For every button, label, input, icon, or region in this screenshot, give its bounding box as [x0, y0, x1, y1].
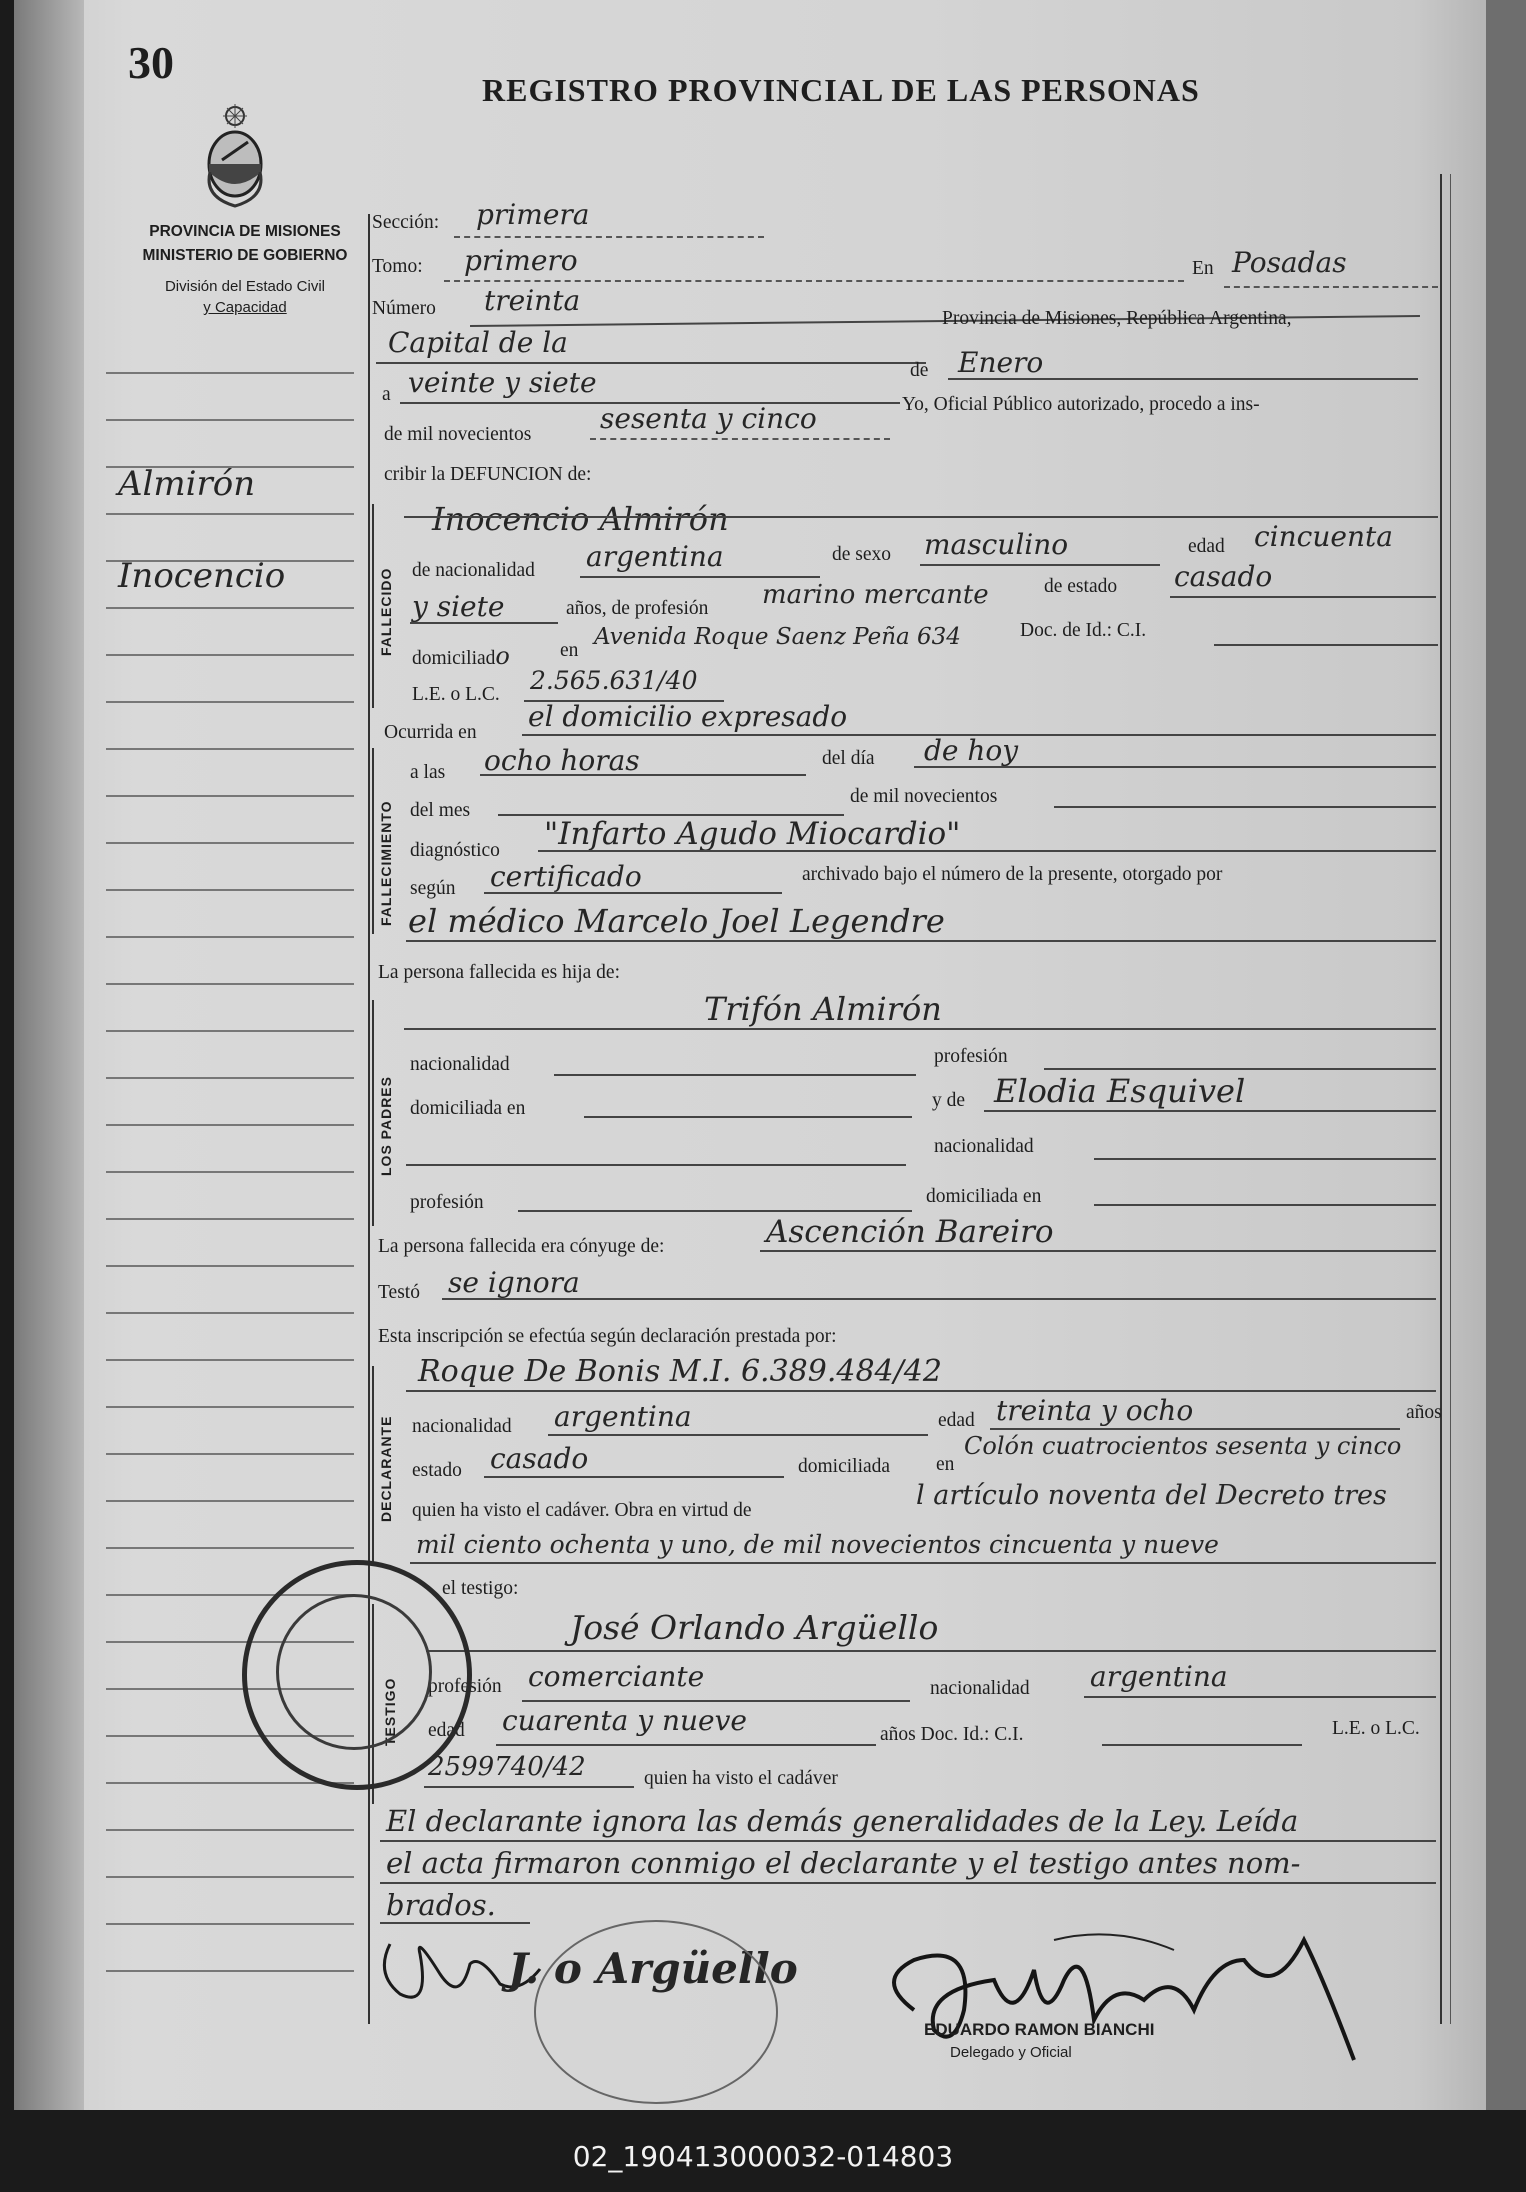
- margin-ruled-line: [106, 607, 354, 609]
- testigo-le-line: [424, 1786, 634, 1788]
- fallecido-doc-line: [1214, 644, 1438, 646]
- hora-line: [480, 774, 806, 776]
- segun-label: según: [410, 878, 456, 899]
- seccion-line: [454, 236, 764, 238]
- testigo-visto-text: quien ha visto el cadáver: [644, 1768, 838, 1789]
- fallecido-en-label: en: [560, 640, 579, 661]
- mes-value: Enero: [958, 346, 1044, 379]
- margin-ruled-line: [106, 372, 354, 374]
- declarante-nacionalidad: argentina: [554, 1400, 692, 1433]
- testigo-profesion: comerciante: [528, 1660, 705, 1693]
- provincia-text: Provincia de Misiones, República Argentina,: [942, 308, 1292, 329]
- fallecido-edad-label: edad: [1188, 536, 1225, 557]
- faint-round-stamp: [534, 1920, 778, 2104]
- dia-line: [914, 766, 1436, 768]
- testigo-name-line: [426, 1650, 1436, 1652]
- declarante-edad-line: [990, 1428, 1400, 1430]
- fallecido-name-line: [404, 516, 1438, 518]
- madre-nac-label: nacionalidad: [934, 1136, 1034, 1157]
- en-value: Posadas: [1232, 246, 1347, 279]
- testo-value: se ignora: [448, 1266, 580, 1299]
- madre-blank-line: [406, 1164, 906, 1166]
- declarante-en-label: en: [936, 1454, 955, 1475]
- padre-line: [404, 1028, 1436, 1030]
- margin-given-name: Inocencio: [118, 556, 286, 596]
- registry-seal-inner: [276, 1594, 432, 1750]
- testigo-prof-line: [522, 1700, 910, 1702]
- margin-ruled-line: [106, 1218, 354, 1220]
- margin-ruled-line: [106, 936, 354, 938]
- book-spine: [14, 0, 84, 2110]
- en-label: En: [1192, 258, 1214, 279]
- margin-ruled-line: [106, 748, 354, 750]
- ocurrida-value: el domicilio expresado: [528, 700, 848, 733]
- declarante-domicilio: Colón cuatrocientos sesenta y cinco: [964, 1432, 1402, 1460]
- yde-label: y de: [932, 1090, 966, 1111]
- margin-ruled-line: [106, 795, 354, 797]
- margin-ruled-line: [106, 1970, 354, 1972]
- fallecido-edad1: cincuenta: [1254, 520, 1393, 553]
- division-name: [114, 276, 376, 318]
- conyuge-value: Ascención Bareiro: [766, 1214, 1054, 1250]
- declarante-name-line: [406, 1390, 1436, 1392]
- fallecido-edad-line: [410, 622, 558, 624]
- archivado-text: archivado bajo el número de la presente, otorgado por: [802, 864, 1223, 885]
- seccion-label: Sección:: [372, 212, 440, 233]
- testigo-name: José Orlando Argüello: [570, 1608, 939, 1647]
- en-line: [1224, 286, 1438, 288]
- margin-ruled-line: [106, 1265, 354, 1267]
- margin-ruled-line: [106, 1359, 354, 1361]
- declarante-nac-label: nacionalidad: [412, 1416, 512, 1437]
- tomo-label: Tomo:: [372, 256, 423, 277]
- padre-domic-label: domiciliada en: [410, 1098, 526, 1119]
- segun-line: [484, 892, 782, 894]
- testo-line: [442, 1298, 1436, 1300]
- segun-value: certificado: [490, 860, 642, 893]
- fallecido-domic-text: domiciliad: [412, 648, 496, 669]
- capacity-line: y Capacidad: [203, 299, 287, 316]
- margin-ruled-line: [106, 889, 354, 891]
- madre-domic-line: [1094, 1204, 1436, 1206]
- anio-value: sesenta y cinco: [600, 402, 817, 435]
- mes-line: [948, 378, 1418, 380]
- page-number: 30: [128, 37, 174, 88]
- madre-prof-line: [518, 1210, 912, 1212]
- closing-line-1: El declarante ignora las demás generalidades de la Ley. Leída: [386, 1804, 1299, 1838]
- testigo-nacionalidad: argentina: [1090, 1660, 1228, 1693]
- fallecido-domic-suffix: o: [495, 642, 510, 670]
- fallecido-domicilio: Avenida Roque Saenz Peña 634: [594, 624, 961, 650]
- margin-ruled-line: [106, 419, 354, 421]
- margin-ruled-line: [106, 1829, 354, 1831]
- fallecido-sexo-line: [920, 564, 1160, 566]
- fallecido-nacionalidad: argentina: [586, 540, 724, 573]
- padre-name: Trifón Almirón: [704, 990, 942, 1028]
- padre-domic-line: [584, 1116, 912, 1118]
- closing-line-3: brados.: [386, 1888, 496, 1922]
- right-frame-line-2: [1450, 174, 1451, 2024]
- closing-line-1-rule: [380, 1840, 1436, 1842]
- fallecido-le: 2.565.631/40: [530, 666, 698, 695]
- margin-ruled-line: [106, 654, 354, 656]
- dia-value: de hoy: [924, 734, 1019, 767]
- declarante-estado: casado: [490, 1442, 589, 1475]
- medico-line: [406, 940, 1436, 942]
- margin-ruled-line: [106, 1171, 354, 1173]
- fallecimiento-bracket: [372, 748, 374, 934]
- tomo-value: primero: [464, 244, 578, 277]
- fallecido-estado-label: de estado: [1044, 576, 1118, 597]
- mes-label: del mes: [410, 800, 471, 821]
- closing-line-2-rule: [380, 1882, 1436, 1884]
- testigo-doc-line: [1102, 1744, 1302, 1746]
- document-title: REGISTRO PROVINCIAL DE LAS PERSONAS: [482, 72, 1200, 108]
- fallecido-sexo: masculino: [924, 528, 1069, 561]
- fallecido-estado: casado: [1174, 560, 1273, 593]
- numero-label: Número: [372, 298, 436, 319]
- fallecido-nac-line: [580, 576, 820, 578]
- right-frame-line: [1440, 174, 1442, 2024]
- fallecimiento-section-label: FALLECIMIENTO: [378, 800, 394, 926]
- madre-line: [984, 1110, 1436, 1112]
- diag-line: [538, 850, 1436, 852]
- adjacent-page-edge: [1486, 0, 1526, 2110]
- inscripcion-text: Esta inscripción se efectúa según declaración prestada por:: [378, 1326, 837, 1347]
- capital-line: [376, 362, 926, 364]
- testigo-anios-doc-label: años Doc. Id.: C.I.: [880, 1724, 1024, 1745]
- margin-ruled-line: [106, 1077, 354, 1079]
- a-label: a: [382, 384, 391, 405]
- testigo-le: 2599740/42: [428, 1752, 586, 1782]
- fallecido-estado-line: [1170, 596, 1436, 598]
- dia-value: veinte y siete: [408, 366, 597, 399]
- fallecido-le-label: L.E. o L.C.: [412, 684, 500, 705]
- province-name: PROVINCIA DE MISIONES: [149, 223, 341, 240]
- padre-prof-label: profesión: [934, 1046, 1008, 1067]
- tomo-line: [444, 280, 1184, 282]
- testigo-le-label: L.E. o L.C.: [1332, 1718, 1420, 1739]
- fallecido-profesion: marino mercante: [762, 580, 989, 610]
- margin-surname: Almirón: [118, 464, 256, 504]
- anio-line: [590, 438, 890, 440]
- margin-ruled-line: [106, 1030, 354, 1032]
- division-line: División del Estado Civil: [164, 278, 326, 295]
- diag-label: diagnóstico: [410, 840, 500, 861]
- official-stamp-role: Delegado y Oficial: [950, 2044, 1072, 2061]
- madre-prof-label: profesión: [410, 1192, 484, 1213]
- image-caption: 02_190413000032-014803: [572, 2140, 954, 2173]
- diagnostico-value: "Infarto Agudo Miocardio": [544, 816, 961, 852]
- testo-label: Testó: [378, 1282, 420, 1303]
- register-page: [14, 0, 1486, 2110]
- signature-official: [854, 1920, 1374, 2075]
- oficial-text: Yo, Oficial Público autorizado, procedo a ins-: [902, 394, 1260, 415]
- margin-ruled-line: [106, 513, 354, 515]
- fallecido-section-label: FALLECIDO: [378, 567, 394, 656]
- declarante-virtud2-line: [410, 1562, 1436, 1564]
- declarante-domic-label: domiciliada: [798, 1456, 891, 1477]
- declarante-estado-line: [484, 1476, 784, 1478]
- margin-ruled-line: [106, 1453, 354, 1455]
- declarante-virtud2: mil ciento ochenta y uno, de mil novecientos cincuenta y nueve: [416, 1530, 1219, 1559]
- margin-ruled-line: [106, 1923, 354, 1925]
- padre-nac-label: nacionalidad: [410, 1054, 510, 1075]
- mil-line: [1054, 806, 1436, 808]
- margin-ruled-line: [106, 1312, 354, 1314]
- padres-bracket: [372, 1000, 374, 1226]
- signature-testigo: J. o Argüello: [508, 1944, 798, 1993]
- fallecido-edad2: y siete: [412, 590, 505, 623]
- conyuge-label: La persona fallecida era cónyuge de:: [378, 1236, 665, 1257]
- dia-label: del día: [822, 748, 875, 769]
- padre-nac-line: [554, 1074, 916, 1076]
- declarante-visto-text: quien ha visto el cadáver. Obra en virtud de: [412, 1500, 752, 1521]
- madre-name: Elodia Esquivel: [994, 1072, 1246, 1110]
- fallecido-bracket: [372, 504, 374, 708]
- declarante-nac-line: [548, 1434, 928, 1436]
- ministry-name: MINISTERIO DE GOBIERNO: [142, 247, 348, 264]
- mil-label: de mil novecientos: [384, 424, 532, 445]
- medico-value: el médico Marcelo Joel Legendre: [408, 902, 945, 940]
- declarante-name: Roque De Bonis M.I. 6.389.484/42: [418, 1354, 942, 1389]
- declarante-section-label: DECLARANTE: [378, 1415, 394, 1522]
- fallecido-doc-label: Doc. de Id.: C.I.: [1020, 620, 1147, 641]
- fallecido-anios-prof-label: años, de profesión: [566, 598, 709, 619]
- declarante-anios-label: años: [1406, 1402, 1442, 1423]
- testigo-nac-label: nacionalidad: [930, 1678, 1030, 1699]
- margin-ruled-line: [106, 842, 354, 844]
- testigo-edad: cuarenta y nueve: [502, 1704, 747, 1737]
- capital-value: Capital de la: [388, 326, 568, 359]
- fallecido-nac-label: de nacionalidad: [412, 560, 535, 581]
- declarante-virtud: l artículo noventa del Decreto tres: [916, 1480, 1387, 1511]
- margin-ruled-line: [106, 1124, 354, 1126]
- fallecido-name: Inocencio Almirón: [432, 500, 729, 538]
- declarante-edad-label: edad: [938, 1410, 975, 1431]
- conyuge-line: [760, 1250, 1436, 1252]
- padres-section-label: LOS PADRES: [378, 1076, 394, 1176]
- testigo-section-label: TESTIGO: [382, 1677, 398, 1746]
- padre-prof-line: [1044, 1068, 1436, 1070]
- numero-value: treinta: [484, 284, 581, 317]
- madre-domic-label: domiciliada en: [926, 1186, 1042, 1207]
- de-label: de: [910, 360, 929, 381]
- hija-label: La persona fallecida es hija de:: [378, 962, 621, 983]
- testigo-nac-line: [1084, 1696, 1436, 1698]
- testigo-edad-line: [496, 1744, 876, 1746]
- mil-label-2: de mil novecientos: [850, 786, 998, 807]
- closing-line-2: el acta firmaron conmigo el declarante y el testigo antes nom-: [386, 1846, 1301, 1880]
- testigo-prof-label: profesión: [428, 1676, 502, 1697]
- inscribir-text: cribir la DEFUNCION de:: [384, 464, 592, 485]
- fallecido-sexo-label: de sexo: [832, 544, 892, 565]
- declarante-estado-label: estado: [412, 1460, 462, 1481]
- testigo-intro: el testigo:: [442, 1578, 519, 1599]
- coat-of-arms-icon: [200, 102, 270, 217]
- margin-ruled-line: [106, 701, 354, 703]
- hora-value: ocho horas: [484, 744, 640, 777]
- madre-nac-line: [1094, 1158, 1436, 1160]
- declarante-edad: treinta y ocho: [996, 1394, 1194, 1427]
- margin-ruled-line: [106, 983, 354, 985]
- declarante-bracket: [372, 1366, 374, 1566]
- ocurrida-label: Ocurrida en: [384, 722, 477, 743]
- fallecido-domic-label: [412, 642, 510, 670]
- testigo-edad-label: edad: [428, 1720, 465, 1741]
- margin-ruled-line: [106, 1406, 354, 1408]
- hora-label: a las: [410, 762, 446, 783]
- official-stamp-name: EDUARDO RAMON BIANCHI: [924, 2020, 1155, 2039]
- margin-ruled-line: [106, 1876, 354, 1878]
- margin-ruled-line: [106, 1500, 354, 1502]
- seccion-value: primera: [476, 198, 590, 231]
- issuer-header: [114, 220, 376, 268]
- margin-ruled-line: [106, 1547, 354, 1549]
